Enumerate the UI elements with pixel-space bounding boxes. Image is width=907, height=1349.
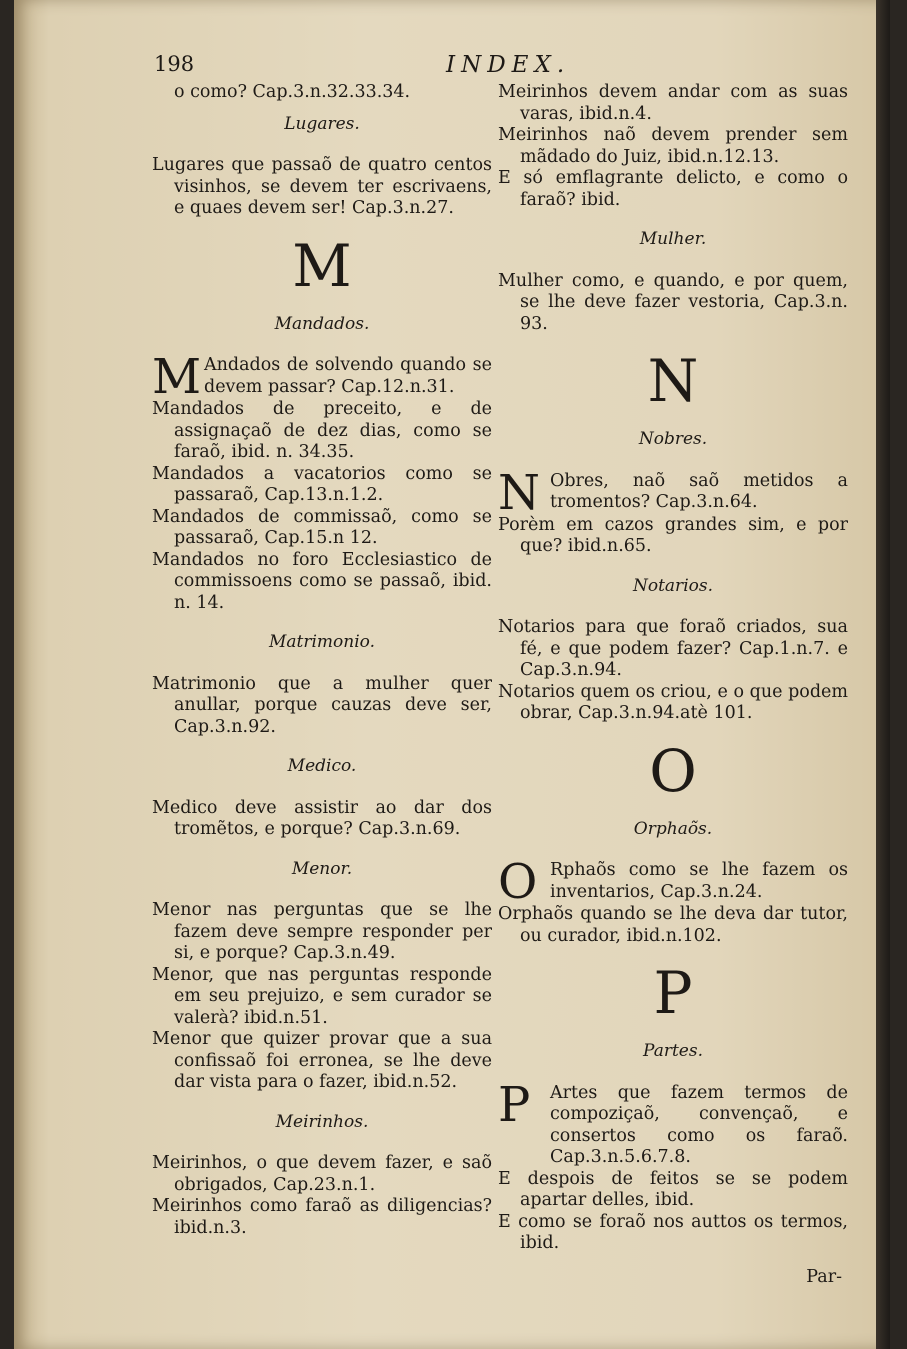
section-heading-orphaos: Orphaõs. (633, 818, 713, 839)
index-entry: Mandados de commissaõ, como se passaraõ, Cap.15.n 12. (152, 506, 492, 548)
entry-continuation: o como? Cap.3.n.32.33.34. (174, 82, 411, 102)
section-heading-mandados: Mandados. (274, 313, 370, 334)
drop-cap-text: Andados de solvendo quando se devem passar? Cap.12.n.31. (204, 355, 492, 397)
drop-cap-entry (498, 854, 848, 910)
index-entry: Orphaõs quando se lhe deva dar tutor, ou curador, ibid.n.102. (498, 904, 848, 946)
index-entry: Porèm em cazos grandes sim, e por que? ibid.n.65. (498, 514, 848, 556)
section-heading-lugares: Lugares. (284, 113, 360, 134)
section-heading-matrimonio: Matrimonio. (268, 632, 376, 652)
right-column (498, 82, 848, 1288)
index-entry: Medico deve assistir ao dar dos tromẽtos, e porque? Cap.3.n.69. (152, 797, 492, 839)
drop-cap-text: Rphaõs como se lhe fazem os inventarios, Cap.3.n.24. (550, 860, 848, 902)
index-entry: Meirinhos naõ devem prender sem mãdado do Juiz, ibid.n.12.13. (498, 125, 848, 167)
drop-cap-entry (152, 349, 492, 405)
index-entry: Matrimonio que a mulher quer anullar, porque cauzas deve ser, Cap.3.n.92. (152, 673, 492, 737)
running-head: INDEX. (446, 52, 571, 78)
index-entry: Mandados de preceito, e de assignaçaõ de dez dias, como se faraõ, ibid. n. 34.35. (152, 399, 492, 462)
drop-cap-text: Obres, naõ saõ metidos a tromentos? Cap.3.n.64. (550, 470, 848, 512)
book-page (14, 0, 890, 1349)
drop-cap-entry (498, 464, 848, 521)
index-entry: Menor, que nas perguntas responde em seu prejuizo, e sem curador se valerà? ibid.n.51. (152, 964, 492, 1028)
section-heading-meirinhos: Meirinhos. (275, 1111, 369, 1132)
index-entry: Notarios quem os criou, e o que podem obrar, Cap.3.n.94.atè 101. (498, 681, 848, 723)
catchword: Par- (806, 1266, 842, 1287)
section-heading-medico: Medico. (287, 756, 357, 776)
drop-cap-letter: O (498, 854, 538, 910)
index-entry: E só emflagrante delicto, e como o faraõ? ibid. (498, 168, 848, 210)
section-heading-mulher: Mulher. (639, 229, 707, 249)
letter-divider-n: N (647, 347, 699, 415)
letter-divider-p: P (653, 959, 693, 1027)
drop-cap-letter: P (498, 1076, 531, 1133)
index-entry: Menor que quizer provar que a sua confissaõ foi erronea, se lhe deve dar vista para o fazer, ibid.n.52. (152, 1029, 492, 1092)
page-edge-shadow (876, 0, 890, 1349)
section-heading-partes: Partes. (643, 1041, 703, 1061)
index-entry: Notarios para que foraõ criados, sua fé, e que podem fazer? Cap.1.n.7. e Cap.3.n.94. (498, 617, 848, 680)
section-heading-menor: Menor. (291, 858, 353, 879)
index-entry: Mandados no foro Ecclesiastico de commissoens como se passaõ, ibid. n. 14. (152, 549, 492, 613)
index-entry: E despois de feitos se se podem apartar delles, ibid. (498, 1168, 848, 1210)
index-entry: Meirinhos como faraõ as diligencias? ibid.n.3. (152, 1196, 492, 1238)
letter-divider-m: M (292, 231, 352, 300)
drop-cap-entry (498, 1076, 848, 1169)
page-number: 198 (154, 52, 195, 76)
letter-divider-o: O (649, 736, 697, 805)
index-entry: Lugares que passaõ de quatro centos visinhos, se devem ter escrivaens, e quaes devem ser! Cap.3.n.27. (152, 155, 492, 218)
drop-cap-letter: N (498, 464, 540, 521)
left-column (152, 82, 492, 1239)
section-heading-nobres: Nobres. (638, 429, 708, 449)
index-entry: Meirinhos, o que devem fazer, e saõ obrigados, Cap.23.n.1. (152, 1153, 492, 1195)
section-heading-notarios: Notarios. (632, 575, 713, 596)
page-header (154, 52, 854, 82)
index-entry: Mandados a vacatorios como se passaraõ, Cap.13.n.1.2. (152, 463, 492, 505)
index-entry: E como se foraõ nos auttos os termos, ibid. (498, 1211, 848, 1253)
index-entry: Mulher como, e quando, e por quem, se lhe deve fazer vestoria, Cap.3.n. 93. (498, 270, 848, 334)
index-entry: Meirinhos devem andar com as suas varas, ibid.n.4. (498, 82, 848, 124)
index-entry: Menor nas perguntas que se lhe fazem deve sempre responder per si, e porque? Cap.3.n.49. (152, 900, 492, 963)
drop-cap-letter: M (152, 349, 202, 405)
drop-cap-text: Artes que fazem termos de compoziçaõ, convençaõ, e consertos como os faraõ. Cap.3.n.5.6.7.8. (550, 1082, 848, 1167)
